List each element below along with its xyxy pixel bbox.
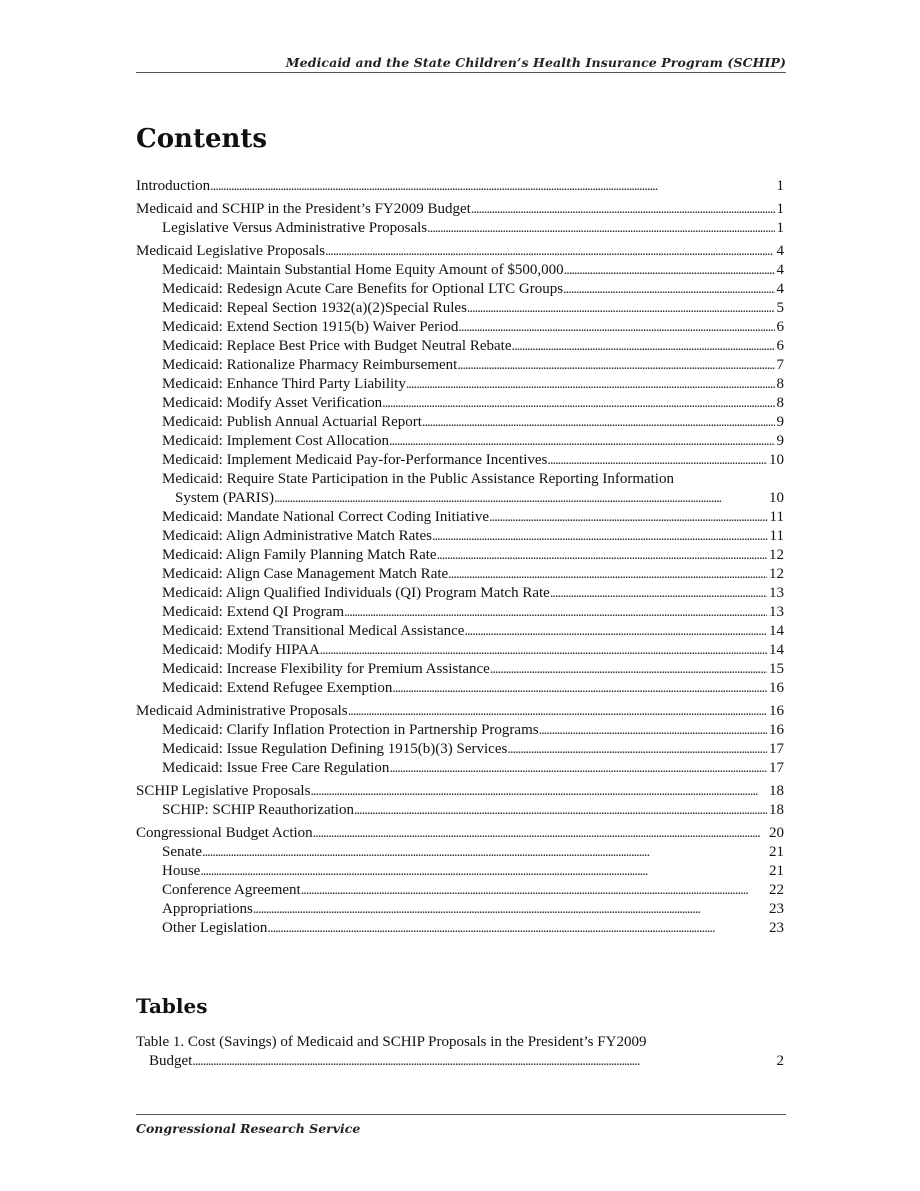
dot-leader: [427, 219, 774, 238]
toc-entry[interactable]: [136, 527, 784, 546]
dot-leader: [348, 702, 767, 721]
toc-page-number: 23: [769, 901, 784, 917]
toc-entry[interactable]: [136, 603, 784, 622]
toc-entry-title: Medicaid: Require State Participation in the Public Assistance Reporting Information: [162, 471, 674, 487]
dot-leader: [253, 900, 767, 919]
toc-entry[interactable]: [136, 356, 784, 375]
toc-entry-title: Legislative Versus Administrative Proposals: [162, 220, 428, 236]
toc-page-number: 23: [769, 920, 784, 936]
table-entry-title-continued: Budget: [149, 1053, 193, 1069]
toc-entry-title: Introduction: [136, 178, 211, 194]
toc-entry-title: Medicaid: Implement Medicaid Pay-for-Performance Incentives: [162, 452, 548, 468]
toc-entry-title: SCHIP Legislative Proposals: [136, 783, 311, 799]
toc-page-number: 1: [776, 201, 784, 217]
toc-page-number: 21: [769, 844, 784, 860]
toc-page-number: 12: [769, 566, 784, 582]
toc-page-number: 21: [769, 863, 784, 879]
toc-entry[interactable]: [136, 782, 784, 801]
toc-page-number: 4: [776, 243, 784, 259]
dot-leader: [301, 881, 767, 900]
dot-leader: [389, 432, 774, 451]
toc-page-number: 10: [769, 490, 784, 506]
toc-entry[interactable]: [136, 432, 784, 451]
toc-entry[interactable]: [136, 394, 784, 413]
toc-entry-title-continued: System (PARIS): [175, 490, 275, 506]
dot-leader: [200, 862, 767, 881]
dot-leader: [406, 375, 775, 394]
toc-entry-title: Medicaid: Clarify Inflation Protection in Partnership Programs: [162, 722, 539, 738]
toc-entry-title: Medicaid: Implement Cost Allocation: [162, 433, 390, 449]
dot-leader: [563, 280, 774, 299]
table-entry-line-1[interactable]: [136, 1033, 784, 1052]
dot-leader: [192, 1052, 774, 1071]
toc-entry[interactable]: [136, 702, 784, 721]
toc-entry[interactable]: [136, 177, 784, 196]
dot-leader: [210, 177, 774, 196]
toc-entry[interactable]: [136, 919, 784, 938]
dot-leader: [422, 413, 775, 432]
toc-entry[interactable]: [136, 261, 784, 280]
contents-heading: Contents: [136, 124, 268, 154]
toc-entry[interactable]: [136, 200, 784, 219]
toc-entry[interactable]: [136, 843, 784, 862]
toc-entry-title: Medicaid and SCHIP in the President’s FY2009 Budget: [136, 201, 471, 217]
toc-page-number: 18: [769, 802, 784, 818]
toc-entry-title: Medicaid: Increase Flexibility for Premium Assistance: [162, 661, 490, 677]
dot-leader: [392, 679, 767, 698]
dot-leader: [344, 603, 767, 622]
dot-leader: [310, 782, 767, 801]
toc-page-number: 16: [769, 722, 784, 738]
toc-entry-title: Medicaid: Mandate National Correct Coding Initiative: [162, 509, 489, 525]
toc-entry-title: Medicaid: Align Family Planning Match Rate: [162, 547, 437, 563]
toc-entry-title: Other Legislation: [162, 920, 268, 936]
toc-page-number: 1: [776, 220, 784, 236]
toc-entry-title: Congressional Budget Action: [136, 825, 313, 841]
dot-leader: [202, 843, 767, 862]
toc-entry[interactable]: [136, 679, 784, 698]
toc-page-number: 8: [776, 395, 784, 411]
toc-page-number: 5: [776, 300, 784, 316]
toc-entry-wrapped-line-1[interactable]: [136, 470, 784, 489]
list-of-tables: [136, 1033, 784, 1071]
toc-entry[interactable]: [136, 242, 784, 261]
dot-leader: [320, 641, 767, 660]
toc-entry[interactable]: [136, 318, 784, 337]
toc-entry-title: Medicaid: Align Qualified Individuals (QI) Program Match Rate: [162, 585, 550, 601]
running-footer: Congressional Research Service: [136, 1121, 361, 1136]
toc-entry-title: Senate: [162, 844, 202, 860]
toc-page-number: 1: [776, 178, 784, 194]
toc-page-number: 15: [769, 661, 784, 677]
toc-entry[interactable]: [136, 508, 784, 527]
toc-entry[interactable]: [136, 660, 784, 679]
toc-page-number: 6: [776, 338, 784, 354]
toc-page-number: 14: [769, 642, 784, 658]
toc-entry-title: Medicaid: Maintain Substantial Home Equity Amount of $500,000: [162, 262, 564, 278]
running-header: Medicaid and the State Children’s Health Insurance Program (SCHIP): [285, 55, 786, 70]
toc-entry-title: Medicaid: Modify HIPAA: [162, 642, 320, 658]
toc-page-number: 4: [776, 281, 784, 297]
toc-entry[interactable]: [136, 622, 784, 641]
table-page-number: 2: [776, 1053, 784, 1069]
dot-leader: [490, 660, 767, 679]
toc-page-number: 16: [769, 703, 784, 719]
toc-entry[interactable]: [136, 280, 784, 299]
toc-entry-title: Medicaid: Extend Section 1915(b) Waiver Period: [162, 319, 459, 335]
toc-entry-title: Medicaid: Redesign Acute Care Benefits for Optional LTC Groups: [162, 281, 564, 297]
dot-leader: [564, 261, 775, 280]
footer-rule: [136, 1114, 786, 1115]
toc-entry[interactable]: [136, 759, 784, 778]
dot-leader: [507, 740, 767, 759]
toc-entry-title: Medicaid: Publish Annual Actuarial Report: [162, 414, 422, 430]
toc-entry[interactable]: [136, 641, 784, 660]
toc-entry[interactable]: [136, 862, 784, 881]
tables-heading: Tables: [136, 994, 208, 1018]
dot-leader: [489, 508, 768, 527]
toc-page-number: 10: [769, 452, 784, 468]
toc-page-number: 8: [776, 376, 784, 392]
dot-leader: [274, 489, 767, 508]
dot-leader: [471, 200, 775, 219]
table-entry-title: Table 1. Cost (Savings) of Medicaid and SCHIP Proposals in the President’s FY2009: [136, 1034, 647, 1050]
toc-page-number: 18: [769, 783, 784, 799]
toc-entry[interactable]: [136, 584, 784, 603]
toc-entry[interactable]: [136, 219, 784, 238]
toc-page-number: 7: [776, 357, 784, 373]
toc-entry-title: Medicaid: Extend Transitional Medical Assistance: [162, 623, 465, 639]
dot-leader: [325, 242, 774, 261]
toc-entry[interactable]: [136, 546, 784, 565]
toc-entry[interactable]: [136, 900, 784, 919]
toc-entry[interactable]: [136, 299, 784, 318]
toc-page-number: 17: [769, 741, 784, 757]
toc-entry[interactable]: [136, 337, 784, 356]
toc-page-number: 11: [769, 528, 784, 544]
toc-page-number: 13: [769, 585, 784, 601]
toc-page-number: 13: [769, 604, 784, 620]
table-of-contents: [136, 177, 784, 938]
toc-entry-title: SCHIP: SCHIP Reauthorization: [162, 802, 354, 818]
dot-leader: [437, 546, 767, 565]
toc-entry-title: Medicaid Legislative Proposals: [136, 243, 326, 259]
toc-entry-title: Medicaid: Replace Best Price with Budget Neutral Rebate: [162, 338, 512, 354]
dot-leader: [550, 584, 767, 603]
toc-entry[interactable]: [136, 721, 784, 740]
dot-leader: [382, 394, 774, 413]
toc-page-number: 20: [769, 825, 784, 841]
dot-leader: [267, 919, 767, 938]
toc-page-number: 6: [776, 319, 784, 335]
toc-entry[interactable]: [136, 375, 784, 394]
toc-page-number: 4: [776, 262, 784, 278]
dot-leader: [464, 622, 767, 641]
toc-entry-title: Medicaid: Repeal Section 1932(a)(2)Special Rules: [162, 300, 467, 316]
toc-entry-title: Appropriations: [162, 901, 253, 917]
toc-entry[interactable]: [136, 413, 784, 432]
toc-entry-title: Medicaid: Enhance Third Party Liability: [162, 376, 406, 392]
dot-leader: [539, 721, 767, 740]
toc-entry-title: Medicaid Administrative Proposals: [136, 703, 348, 719]
toc-entry-title: Conference Agreement: [162, 882, 301, 898]
dot-leader: [313, 824, 767, 843]
dot-leader: [354, 801, 767, 820]
toc-page-number: 16: [769, 680, 784, 696]
toc-entry[interactable]: [136, 881, 784, 900]
dot-leader: [511, 337, 774, 356]
dot-leader: [448, 565, 767, 584]
toc-entry-title: House: [162, 863, 201, 879]
toc-page-number: 9: [776, 433, 784, 449]
dot-leader: [389, 759, 767, 778]
table-entry-line-2[interactable]: [136, 1052, 784, 1071]
toc-page-number: 17: [769, 760, 784, 776]
toc-entry-wrapped-line-2[interactable]: [136, 489, 784, 508]
toc-page-number: 14: [769, 623, 784, 639]
toc-entry[interactable]: [136, 451, 784, 470]
header-rule: [136, 72, 786, 73]
toc-page-number: 11: [769, 509, 784, 525]
toc-page-number: 22: [769, 882, 784, 898]
toc-entry[interactable]: [136, 801, 784, 820]
toc-entry[interactable]: [136, 740, 784, 759]
toc-entry-title: Medicaid: Issue Regulation Defining 1915(b)(3) Services: [162, 741, 508, 757]
toc-entry-title: Medicaid: Rationalize Pharmacy Reimbursement: [162, 357, 458, 373]
toc-entry-title: Medicaid: Extend QI Program: [162, 604, 345, 620]
toc-entry-title: Medicaid: Modify Asset Verification: [162, 395, 383, 411]
dot-leader: [457, 356, 774, 375]
dot-leader: [547, 451, 767, 470]
toc-entry[interactable]: [136, 565, 784, 584]
toc-entry-title: Medicaid: Extend Refugee Exemption: [162, 680, 393, 696]
toc-entry-title: Medicaid: Align Case Management Match Rate: [162, 566, 449, 582]
toc-page-number: 9: [776, 414, 784, 430]
toc-entry[interactable]: [136, 824, 784, 843]
dot-leader: [467, 299, 775, 318]
dot-leader: [458, 318, 774, 337]
dot-leader: [432, 527, 768, 546]
toc-page-number: 12: [769, 547, 784, 563]
toc-entry-title: Medicaid: Issue Free Care Regulation: [162, 760, 390, 776]
toc-entry-title: Medicaid: Align Administrative Match Rates: [162, 528, 432, 544]
